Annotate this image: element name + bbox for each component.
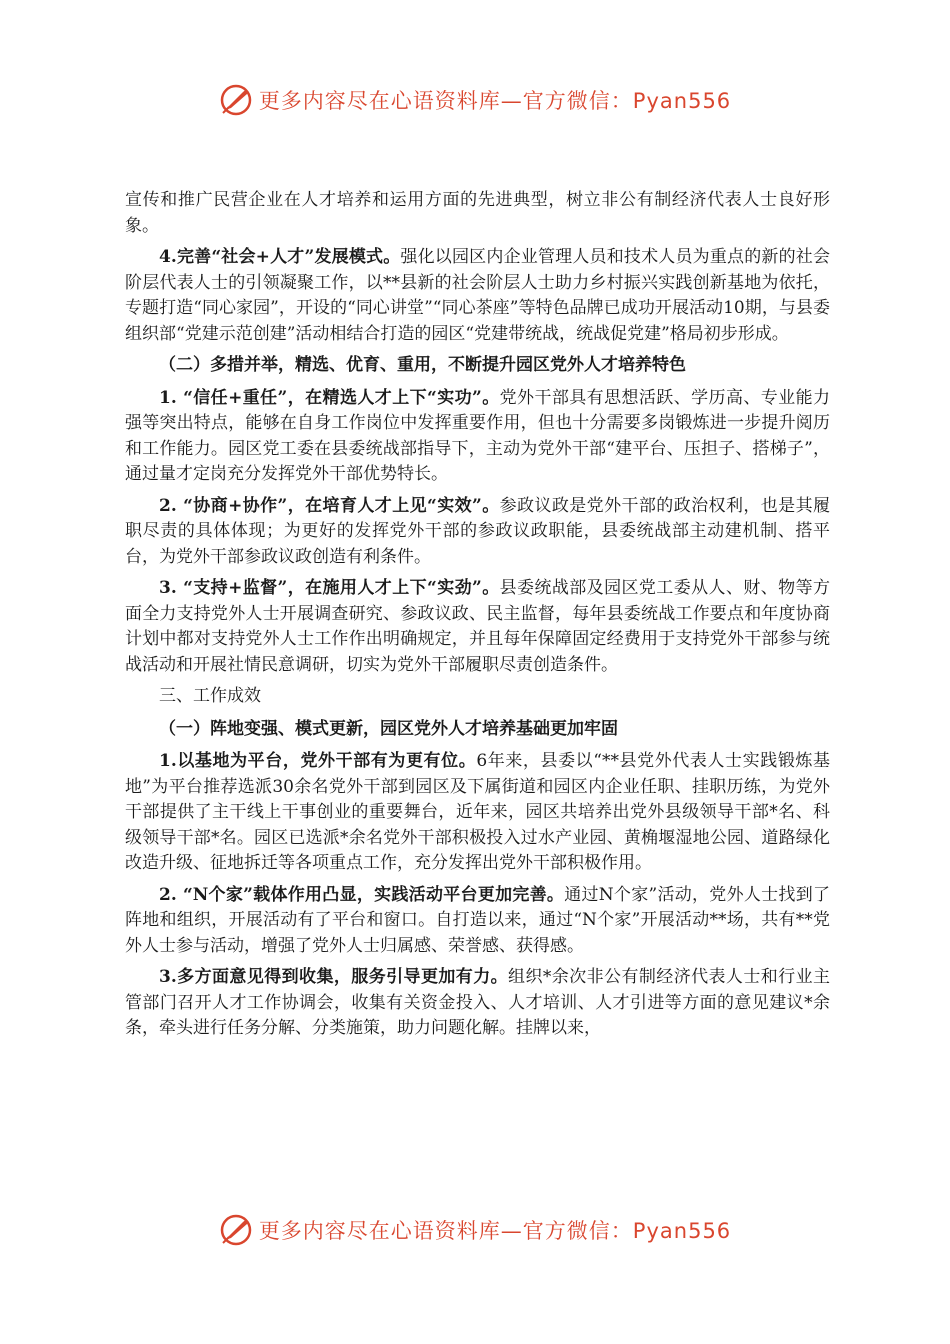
paragraph-4: 2. “协商+协作”，在培育人才上见“实效”。参政议政是党外干部的政治权利，也是其履职尽责的具体体现；为更好的发挥党外干部的参政议政职能，县委统战部主动建机制、搭平台，为党外干部参政议政创造有利条件。 [125,495,830,567]
header-watermark-banner [0,78,950,122]
subheading-7: （一）阵地变强、模式更新，园区党外人才培养基础更加牢固 [159,718,618,739]
watermark-text: 更多内容尽在心语资料库—官方微信：Pyan556 [258,89,732,113]
paragraph-3: 1. “信任+重任”，在精选人才上下“实功”。党外干部具有思想活跃、学历高、专业能力强等突出特点，能够在自身工作岗位中发挥重要作用，但也十分需要多岗锻炼进一步提升阅历和工作能力。园区党工委在县委统战部指导下，主动为党外干部“建平台、压担子、搭梯子”，通过量才定岗充分发挥党外干部优势特长。 [125,387,830,484]
watermark-text: 更多内容尽在心语资料库—官方微信：Pyan556 [258,1219,732,1243]
paragraph-5: 3. “支持+监督”，在施用人才上下“实劲”。县委统战部及园区党工委从人、财、物等方面全力支持党外人士开展调查研究、参政议政、民主监督，每年县委统战工作要点和年度协商计划中都对支持党外人士工作作出明确规定，并且每年保障固定经费用于支持党外干部参与统战活动和开展社情民意调研，切实为党外干部履职尽责创造条件。 [125,578,830,675]
paragraph-8: 1.以基地为平台，党外干部有为更有位。6年来，县委以“**县党外代表人士实践锻炼基地”为平台推荐选派30余名党外干部到园区及下属街道和园区内企业任职、挂职历练，为党外干部提供了主干线上干事创业的重要舞台，近年来，园区共培养出党外县级领导干部*名、科级领导干部*名。园区已选派*余名党外干部积极投入过水产业园、黄桷堰湿地公园、道路绿化改造升级、征地拆迁等各项重点工作，充分发挥出党外干部积极作用。 [125,751,830,873]
quill-pen-circle-icon [219,1213,253,1247]
paragraph-0: 宣传和推广民营企业在人才培养和运用方面的先进典型，树立非公有制经济代表人士良好形象。 [125,190,830,236]
paragraph-10: 3.多方面意见得到收集，服务引导更加有力。组织*余次非公有制经济代表人士和行业主管部门召开人才工作协调会，收集有关资金投入、人才培训、人才引进等方面的意见建议*余条，牵头进行任务分解、分类施策，助力问题化解。挂牌以来， [125,967,831,1038]
quill-pen-circle-icon [219,83,253,117]
subheading-2: （二）多措并举，精选、优育、重用，不断提升园区党外人才培养特色 [159,355,686,375]
document-body [125,188,830,1048]
paragraph-9: 2. “N个家”载体作用凸显，实践活动平台更加完善。通过N个家”活动，党外人士找到了阵地和组织，开展活动有了平台和窗口。自打造以来，通过“N个家”开展活动**场，共有**党外人士参与活动，增强了党外人士归属感、荣誉感、获得感。 [125,884,830,956]
section-heading-6: 三、工作成效 [159,686,261,706]
paragraph-1: 4.完善“社会+人才”发展模式。强化以园区内企业管理人员和技术人员为重点的新的社会阶层代表人士的引领凝聚工作，以**县新的社会阶层人士助力乡村振兴实践创新基地为依托，专题打造“同心家园”，开设的“同心讲堂”“同心茶座”等特色品牌已成功开展活动10期，与县委组织部“党建示范创建”活动相结合打造的园区“党建带统战，统战促党建”格局初步形成。 [125,247,830,344]
footer-watermark-banner [0,1208,950,1252]
